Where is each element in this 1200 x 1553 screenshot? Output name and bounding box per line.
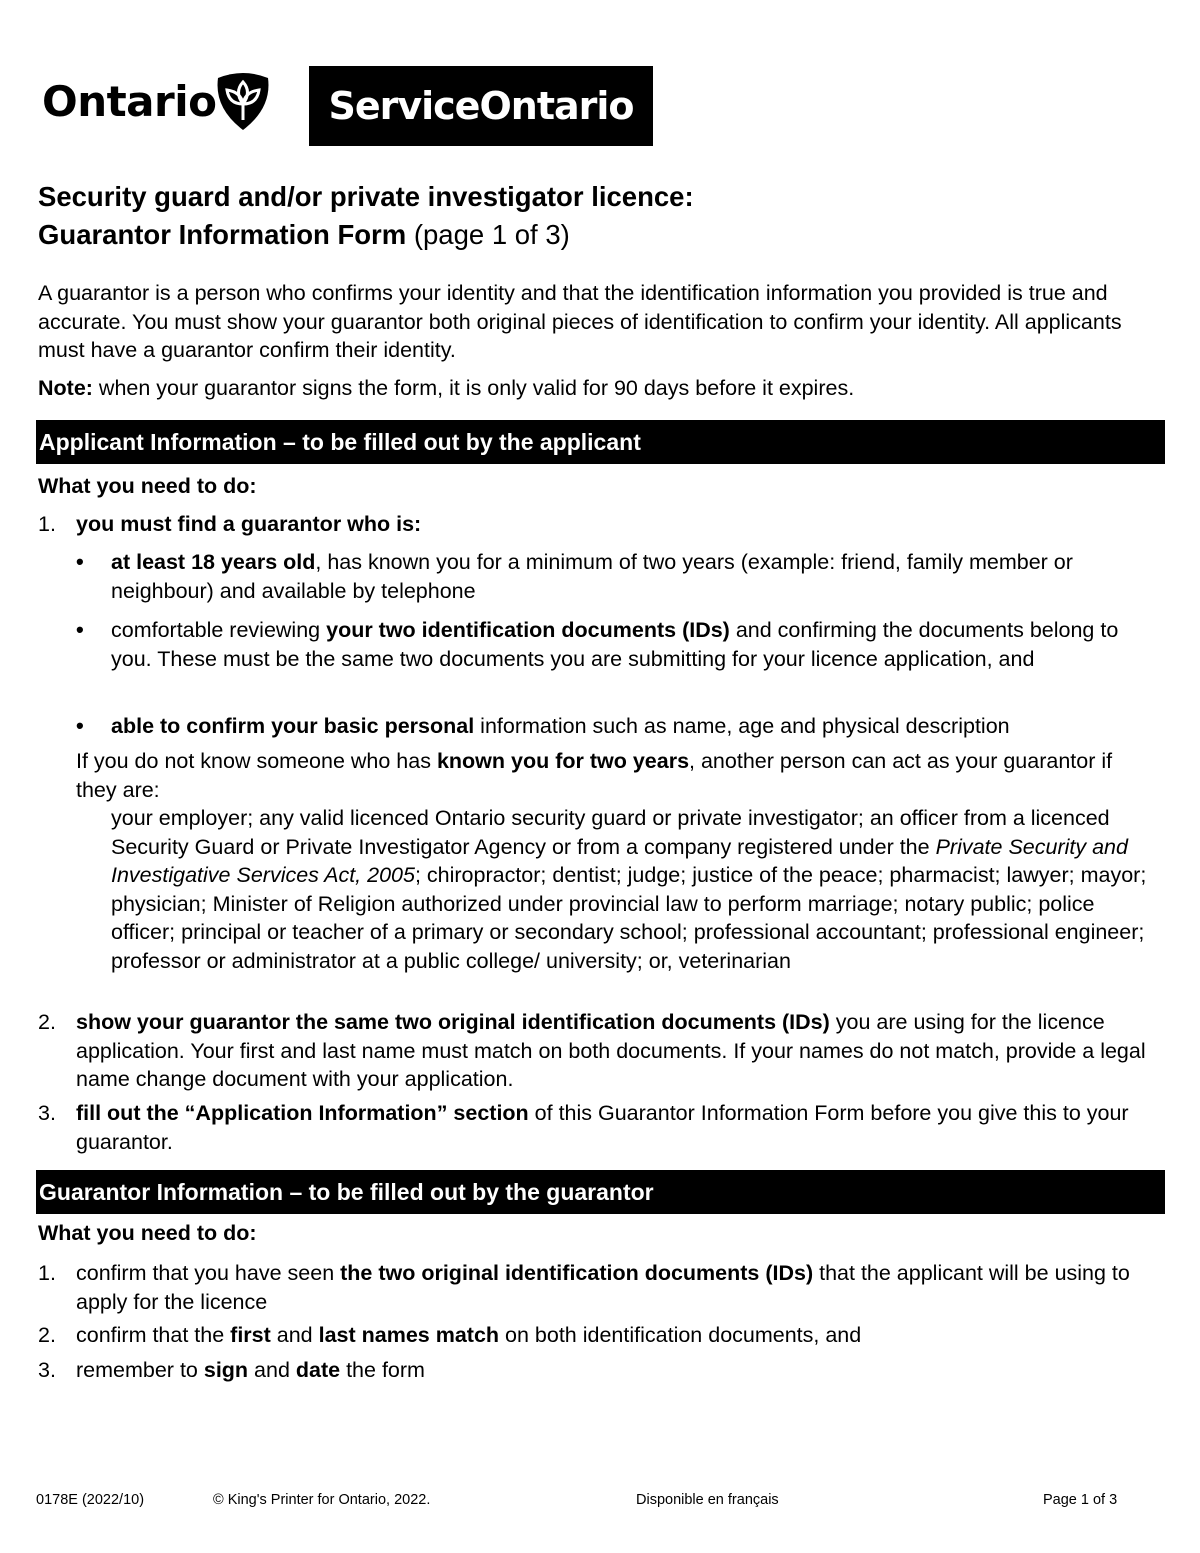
title-line2-bold: Guarantor Information Form [38,219,407,250]
ontario-wordmark: Ontario [42,77,217,126]
guarantor-step3-text: remember to sign and date the form [76,1358,425,1382]
page-title [38,178,1165,254]
guarantor-step2-number: 2. [38,1323,56,1347]
guarantor-step2-text: confirm that the first and last names match on both identification documents, and [76,1323,862,1347]
title-line2-normal: (page 1 of 3) [406,219,570,250]
applicant-bullet-1: at least 18 years old, has known you for a minimum of two years (example: friend, family member or neighbour) and available by telephone [111,550,1073,603]
bullet-icon: • [76,617,84,642]
applicant-step2-number: 2. [38,1010,56,1034]
guarantor-step3-number: 3. [38,1358,56,1382]
footer-french-availability: Disponible en français [636,1492,779,1508]
applicant-step1-text: you must find a guarantor who is: [76,512,422,536]
applicant-section-header: Applicant Information – to be filled out by the applicant [36,420,1165,464]
applicant-alternative-guarantor: If you do not know someone who has known you for two years, another person can act as your guarantor if they are: [76,749,1113,802]
note-label: Note: [38,376,93,400]
title-line1: Security guard and/or private investigator licence: [38,181,694,212]
bullet-icon: • [76,713,84,738]
intro-note [38,374,1165,403]
applicant-step1-number: 1. [38,512,56,536]
guarantor-step1-text: confirm that you have seen the two original identification documents (IDs) that the applicant will be using to apply for the licence [76,1261,1130,1314]
guarantor-step1-number: 1. [38,1261,56,1285]
applicant-step3-number: 3. [38,1101,56,1125]
applicant-bullet-2: comfortable reviewing your two identification documents (IDs) and confirming the documents belong to you. These must be the same two documents you are submitting for your licence application, and [111,618,1119,671]
footer-form-number: 0178E (2022/10) [36,1492,145,1508]
applicant-step2-text: show your guarantor the same two original identification documents (IDs) you are using for the licence application. Your first and last name must match on both documents. If your names do not match, provide a legal name change document with your application. [76,1010,1146,1091]
ontario-trillium-icon [214,70,272,132]
guarantor-section-header: Guarantor Information – to be filled out by the guarantor [36,1170,1165,1214]
bullet-icon: • [76,549,84,574]
note-text: when your guarantor signs the form, it is only valid for 90 days before it expires. [92,376,855,400]
applicant-eligible-guarantor-list: your employer; any valid licenced Ontario security guard or private investigator; an officer from a licenced Security Guard or Private Investigator Agency or from a company registered under the Private Security and Investigative Services Act, 2005; chiropractor; dentist; judge; justice of the peace; pharmacist; lawyer; mayor; physician; Minister of Religion authorized under provincial law to perform marriage; notary public; police officer; principal or teacher of a primary or secondary school; professional accountant; professional engineer; professor or administrator at a public college/ university; or, veterinarian [111,806,1147,973]
footer-copyright: © King's Printer for Ontario, 2022. [213,1492,431,1508]
serviceontario-logo [309,66,653,146]
applicant-what-to-do: What you need to do: [38,474,257,498]
footer-page-number: Page 1 of 3 [1043,1492,1118,1508]
applicant-step3-text: fill out the “Application Information” section of this Guarantor Information Form before you give this to your guarantor. [76,1101,1129,1154]
applicant-bullet-3: able to confirm your basic personal information such as name, age and physical description [111,714,1010,738]
intro-paragraph: A guarantor is a person who confirms your identity and that the identification information you provided is true and accurate. You must show your guarantor both original pieces of identification to confirm your identity. All applicants must have a guarantor confirm their identity. [38,281,1122,362]
guarantor-what-to-do: What you need to do: [38,1221,257,1245]
serviceontario-wordmark: ServiceOntario [328,84,634,128]
